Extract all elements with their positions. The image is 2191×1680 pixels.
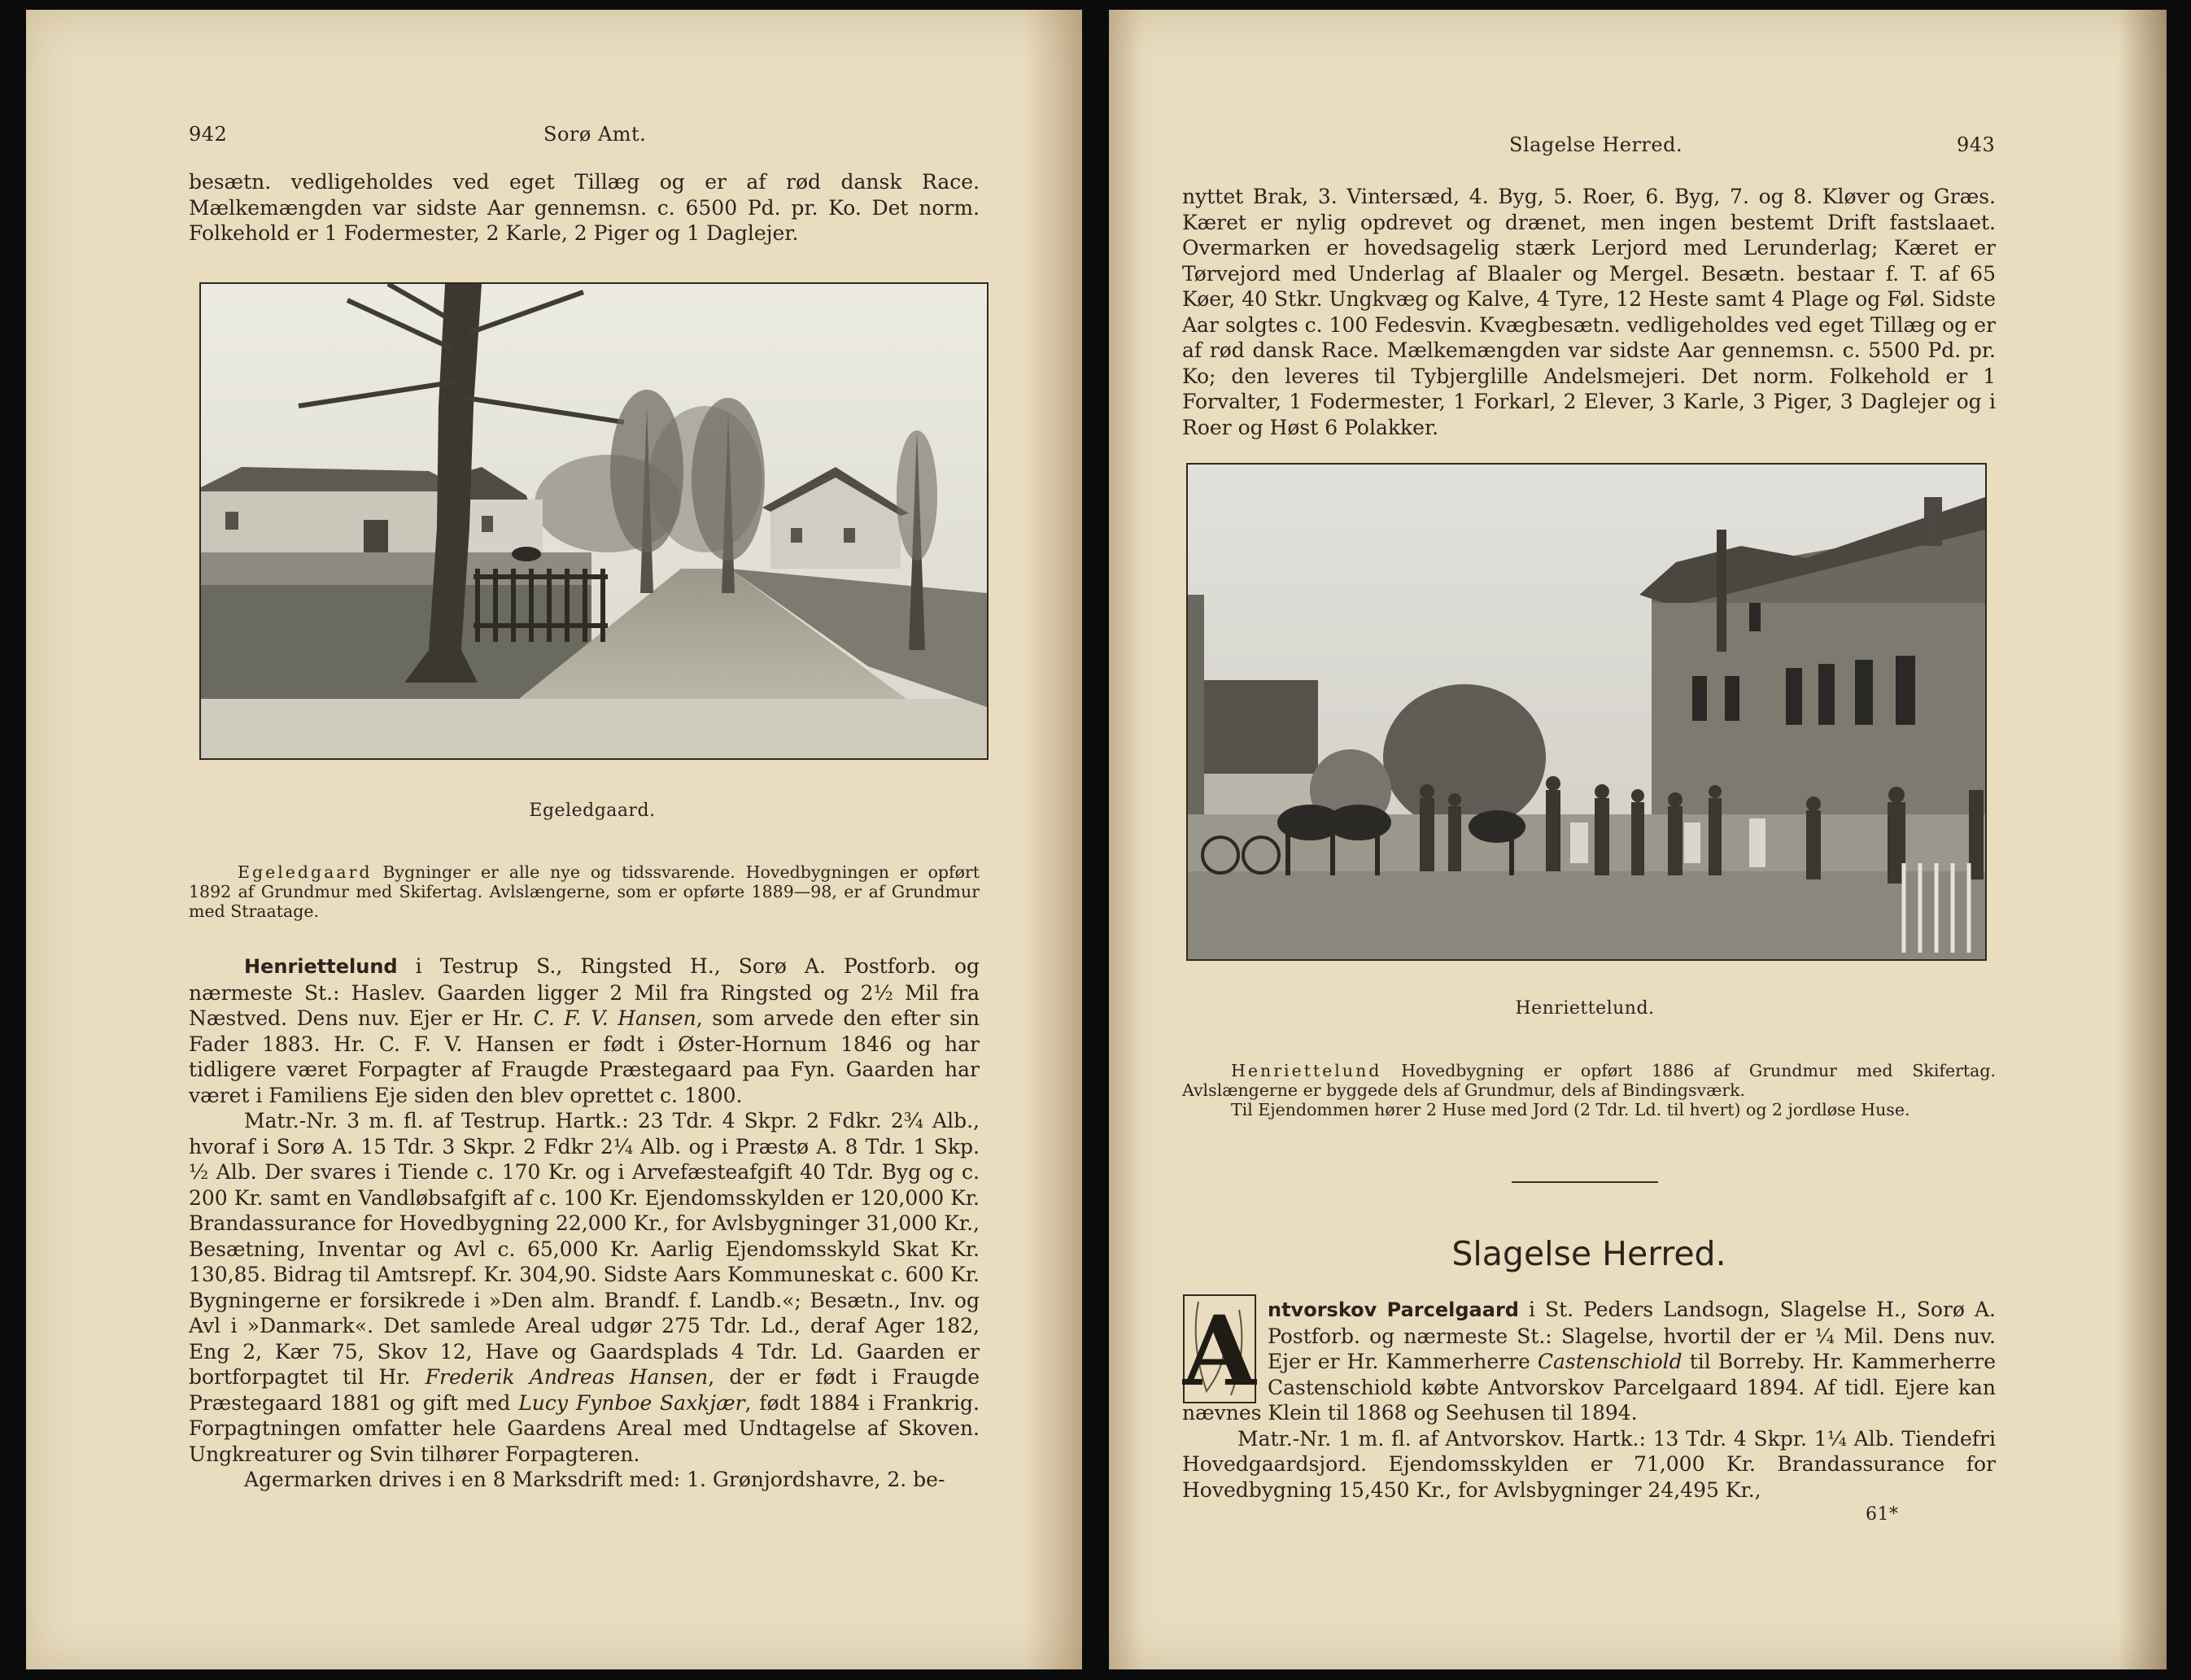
antvorskov-entry — [1182, 1297, 1996, 1503]
manor-courtyard-illustration — [1188, 465, 1985, 959]
right-page — [1109, 10, 2167, 1669]
henriettelund-entry — [189, 953, 980, 1493]
antvorskov-heading: ntvorskov Parcelgaard — [1268, 1298, 1519, 1321]
egeledgaard-caption: Egeledgaard. — [529, 801, 656, 821]
antvorskov-p1-part-b: til Borreby. Hr. Kammerherre Castenschiold købte Antvorskov Parcelgaard 1894. Af tidl. Ejere kan nævnes Klein til 1868 og Seehusen til 1894. — [1182, 1350, 1996, 1425]
egeledgaard-note — [189, 862, 980, 921]
antvorskov-paragraph-2: Matr.-Nr. 1 m. fl. af Antvorskov. Hartk.: 13 Tdr. 4 Skpr. 1¼ Alb. Tiendefri Hovedgaardsjord. Ejendomsskylden er 71,000 Kr. Brandassurance for Hovedbygning 15,450 Kr., for Avlsbygninger 24,495 Kr., — [1182, 1426, 1996, 1502]
henriettelund-note-name: Henriettelund — [1231, 1061, 1382, 1080]
wife-name: Lucy Fynboe Saxkjær — [518, 1390, 745, 1415]
intro-paragraph: nyttet Brak, 3. Vintersæd, 4. Byg, 5. Roer, 6. Byg, 7. og 8. Kløver og Græs. Kæret er nylig opdrevet og drænet, men ingen bestemt Drift fastslaaet. Overmarken er hovedsagelig stærk Lerjord med Lerunderlag; Kæret er Tørvejord med Underlag af Blaaler og Mergel. Besætn. bestaar f. T. af 65 Køer, 40 Stkr. Ungkvæg og Kalve, 4 Tyre, 12 Heste samt 4 Plage og Føl. Sidste Aar solgtes c. 100 Fedesvin. Kvægbesætn. vedligeholdes ved eget Tillæg og er af rød dansk Race. Mælkemængden var sidste Aar gennemsn. c. 5500 Pd. pr. Ko; den leveres til Tybjerglille Andelsmejeri. Det norm. Folkehold er 1 Forvalter, 1 Fodermester, 1 Forkarl, 2 Elever, 3 Karle, 3 Piger, 3 Daglejer og i Roer og Høst 6 Polakker. — [1182, 185, 1996, 439]
henriettelund-note — [1182, 1061, 1996, 1119]
henriettelund-paragraph-2 — [189, 1108, 980, 1467]
egeledgaard-note-text — [189, 862, 980, 921]
running-head: Slagelse Herred. — [1509, 133, 1683, 156]
antvorskov-paragraph-1 — [1182, 1297, 1996, 1426]
henriettelund-paragraph-3: Agermarken drives i en 8 Marksdrift med: 1. Grønjordshavre, 2. be- — [244, 1468, 945, 1491]
intro-text-block — [189, 169, 980, 247]
egeledgaard-note-body: Bygninger er alle nye og tidssvarende. Hovedbygningen er opført 1892 af Grundmur med Skifertag. Avlslængerne, som er opførte 1889—98, er af Grundmur med Straatage. — [189, 862, 980, 921]
henriettelund-p1-part-b: , som arvede den efter sin Fader 1883. Hr. C. F. V. Hansen er født i Øster-Hornum 1846 og har tidligere været Forpagter af Fraugde Præstegaard paa Fyn. Gaarden har været i Familiens Eje siden den blev oprettet c. 1800. — [189, 1006, 980, 1107]
signature-mark: 61* — [1866, 1504, 1899, 1525]
owner-name: Castenschiold — [1537, 1350, 1683, 1373]
intro-text-block — [1182, 184, 1996, 440]
henriettelund-p2-part-b: , der er født i Fraugde Præstegaard 1881 og gift med — [189, 1365, 980, 1415]
henriettelund-p2-part-c: , født 1884 i Frankrig. Forpagtningen omfatter hele Gaardens Areal med Undtagelse af Skoven. Ungkreaturer og Svin tilhører Forpagteren. — [189, 1390, 980, 1466]
antvorskov-p1-part-a: i St. Peders Landsogn, Slagelse H., Sorø A. Postforb. og nærmeste St.: Slagelse, hvortil der er ¼ Mil. Dens nuv. Ejer er Hr. Kammerherre — [1268, 1298, 1996, 1373]
henriettelund-photo — [1186, 463, 1987, 961]
page-number: 943 — [1957, 133, 1996, 156]
egeledgaard-photo — [199, 282, 989, 760]
henriettelund-note-text-2: Til Ejendommen hører 2 Huse med Jord (2 Tdr. Ld. til hvert) og 2 jordløse Huse. — [1231, 1100, 1910, 1119]
henriettelund-caption: Henriettelund. — [1515, 998, 1655, 1019]
henriettelund-p2-part-a: Matr.-Nr. 3 m. fl. af Testrup. Hartk.: 23 Tdr. 4 Skpr. 2 Fdkr. 2¾ Alb., hvoraf i Sorø A. 15 Tdr. 3 Skpr. 2 Fdkr 2¼ Alb. og i Præstø A. 8 Tdr. 1 Skp. ½ Alb. Der svares i Tiende c. 170 Kr. og i Arvefæsteafgift 40 Tdr. Byg og c. 200 Kr. samt en Vandløbsafgift af c. 100 Kr. Ejendomsskylden er 120,000 Kr. Brandassurance for Hovedbygning 22,000 Kr., for Avlsbygninger 31,000 Kr., Besætning, Inventar og Avl c. 65,000 Kr. Aarlig Ejendomsskyld Skat Kr. 130,85. Bidrag til Amtsrepf. Kr. 304,90. Sidste Aars Kommuneskat c. 600 Kr. Bygningerne er forsikrede i »Den alm. Brandf. f. Landb.«; Besætn., Inv. og Avl i »Danmark«. Det samlede Areal udgør 275 Tdr. Ld., deraf Ager 182, Eng 2, Kær 75, Skov 12, Have og Gaardsplads 4 Tdr. Ld. Gaarden er bortforpagtet til Hr. — [189, 1109, 980, 1389]
owner-name: C. F. V. Hansen — [533, 1006, 696, 1030]
intro-paragraph: besætn. vedligeholdes ved eget Tillæg og er af rød dansk Race. Mælkemængden var sidste Aar gennemsn. c. 6500 Pd. pr. Ko. Det norm. Folkehold er 1 Fodermester, 2 Karle, 2 Piger og 1 Daglejer. — [189, 170, 980, 245]
henriettelund-heading: Henriettelund — [244, 955, 398, 978]
farm-buildings-illustration — [201, 284, 987, 758]
running-head: Sorø Amt. — [543, 123, 647, 146]
henriettelund-p1-part-a: i Testrup S., Ringsted H., Sorø A. Postforb. og nærmeste St.: Haslev. Gaarden ligger 2 Mil fra Ringsted og 2½ Mil fra Næstved. Dens nuv. Ejer er Hr. — [189, 954, 980, 1030]
henriettelund-note-body: Hovedbygning er opført 1886 af Grundmur med Skifertag. Avlslængerne er byggede dels af Grundmur, dels af Bindingsværk. — [1182, 1061, 1996, 1100]
page-number: 942 — [189, 123, 228, 146]
initial-letter: A — [1182, 1294, 1257, 1404]
section-divider — [1512, 1181, 1658, 1183]
dropcap-spacer — [1182, 1297, 1268, 1396]
section-title: Slagelse Herred. — [1451, 1234, 1726, 1273]
tenant-name: Frederik Andreas Hansen — [425, 1365, 709, 1389]
left-page — [26, 10, 1082, 1669]
henriettelund-paragraph-1 — [189, 953, 980, 1108]
egeledgaard-note-name: Egeledgaard — [238, 862, 373, 882]
henriettelund-note-text — [1182, 1061, 1996, 1100]
